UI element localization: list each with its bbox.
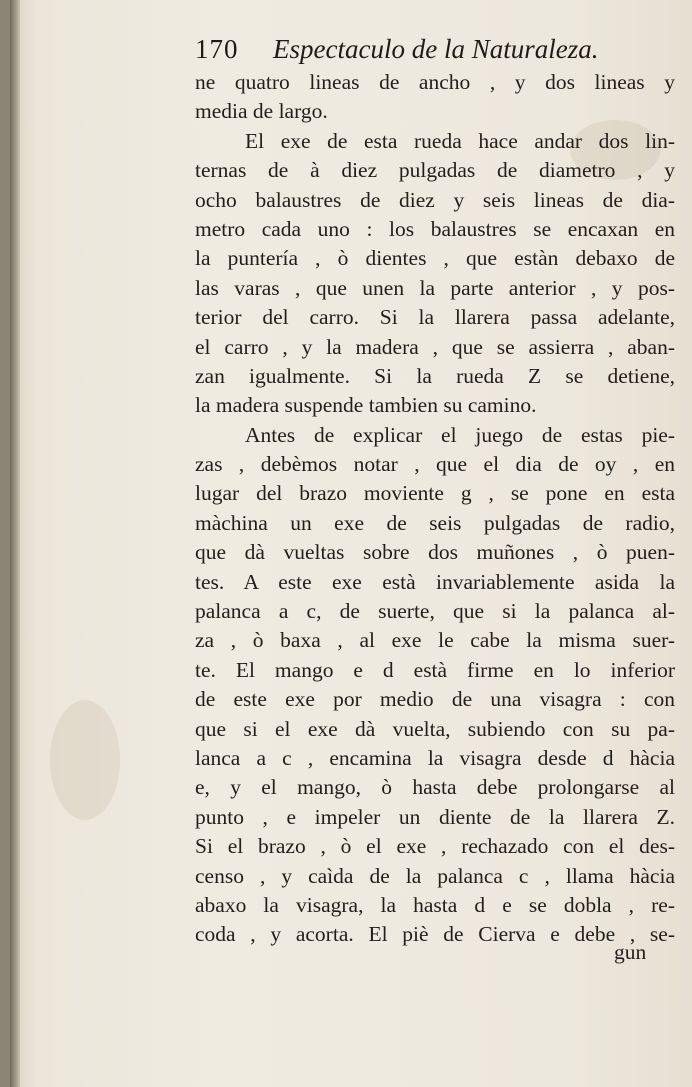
text-line: la madera suspende tambien su camino. <box>195 393 537 418</box>
text-line: Antes de explicar el juego de estas pie- <box>245 422 675 447</box>
text-line: Si el brazo , ò el exe , rechazado con el des- <box>195 834 675 859</box>
running-head <box>195 34 625 68</box>
body-text <box>195 68 675 950</box>
text-line: abaxo la visagra, la hasta d e se dobla , re- <box>195 892 675 917</box>
text-line: palanca a c, de suerte, que si la palanca al- <box>195 599 675 624</box>
text-line: te. El mango e d està firme en lo inferior <box>195 657 675 682</box>
text-line: censo , y caìda de la palanca c , llama hàcia <box>195 863 675 888</box>
text-line: màchina un exe de seis pulgadas de radio, <box>195 510 675 535</box>
text-line: las varas , que unen la parte anterior , y pos- <box>195 275 675 300</box>
text-line: el carro , y la madera , que se assierra , aban- <box>195 334 675 359</box>
paper-stain <box>50 700 120 820</box>
binding-edge <box>10 0 20 1087</box>
page-number: 170 <box>195 34 239 64</box>
text-line: ocho balaustres de diez y seis lineas de dia- <box>195 187 675 212</box>
text-line: ternas de à diez pulgadas de diametro , y <box>195 158 675 183</box>
text-line: El exe de esta rueda hace andar dos lin- <box>245 128 675 153</box>
text-line: lanca a c , encamina la visagra desde d hàcia <box>195 745 675 770</box>
text-line: metro cada uno : los balaustres se encaxan en <box>195 216 675 241</box>
text-line: coda , y acorta. El piè de Cierva e debe , se- <box>195 922 675 947</box>
text-line: que dà vueltas sobre dos muñones , ò puen- <box>195 540 675 565</box>
book-title: Espectaculo de la Naturaleza. <box>273 34 599 64</box>
text-line: punto , e impeler un diente de la llarera Z. <box>195 804 675 829</box>
text-line: za , ò baxa , al exe le cabe la misma suer- <box>195 628 675 653</box>
text-line: que si el exe dà vuelta, subiendo con su pa- <box>195 716 675 741</box>
text-line: lugar del brazo moviente g , se pone en esta <box>195 481 675 506</box>
text-line: de este exe por medio de una visagra : con <box>195 687 675 712</box>
text-line: la puntería , ò dientes , que estàn debaxo de <box>195 246 675 271</box>
text-line: terior del carro. Si la llarera passa adelante, <box>195 305 675 330</box>
text-line: zan igualmente. Si la rueda Z se detiene, <box>195 363 675 388</box>
text-line: zas , debèmos notar , que el dia de oy , en <box>195 452 675 477</box>
catchword: gun <box>614 940 647 964</box>
text-line: media de largo. <box>195 99 328 124</box>
text-line: e, y el mango, ò hasta debe prolongarse al <box>195 775 675 800</box>
text-line: ne quatro lineas de ancho , y dos lineas y <box>195 70 675 94</box>
text-line: tes. A este exe està invariablemente asida la <box>195 569 675 594</box>
